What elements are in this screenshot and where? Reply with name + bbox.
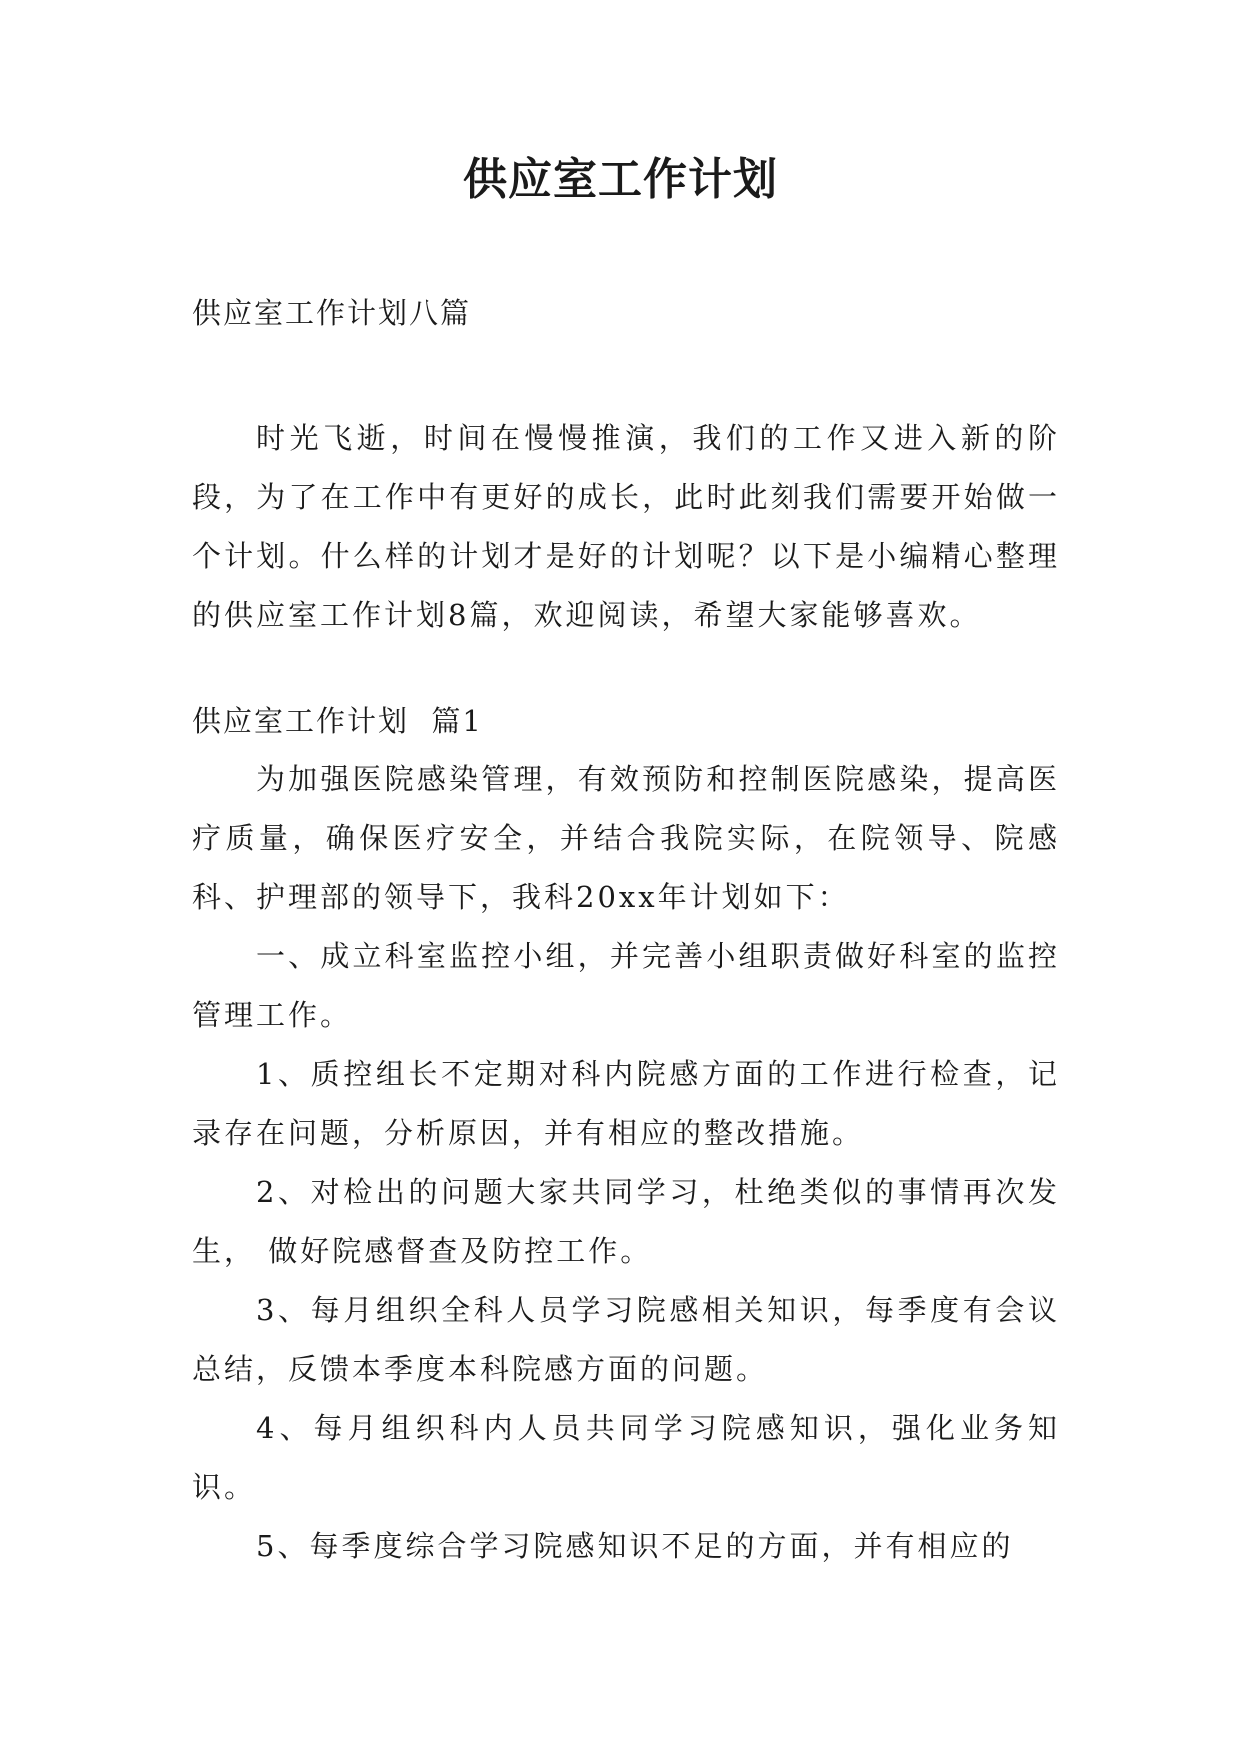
section-body: [192, 750, 1060, 1576]
body-paragraph: 1、质控组长不定期对科内院感方面的工作进行检查，记录存在问题，分析原因，并有相应的整改措施。: [192, 1057, 1060, 1150]
document-title: 供应室工作计划: [463, 154, 778, 205]
intro-paragraph: 时光飞逝，时间在慢慢推演，我们的工作又进入新的阶段，为了在工作中有更好的成长，此时此刻我们需要开始做一个计划。什么样的计划才是好的计划呢？以下是小编精心整理的供应室工作计划8篇，欢迎阅读，希望大家能够喜欢。: [192, 421, 1060, 632]
body-paragraph: 3、每月组织全科人员学习院感相关知识，每季度有会议总结，反馈本季度本科院感方面的问题。: [192, 1293, 1060, 1386]
section-heading: 供应室工作计划 篇1: [192, 704, 483, 738]
body-paragraph: 为加强医院感染管理，有效预防和控制医院感染，提高医疗质量，确保医疗安全，并结合我院实际，在院领导、院感科、护理部的领导下，我科20xx年计划如下：: [192, 762, 1060, 914]
body-paragraph: 4、每月组织科内人员共同学习院感知识，强化业务知识。: [192, 1411, 1060, 1504]
body-paragraph: 2、对检出的问题大家共同学习，杜绝类似的事情再次发生， 做好院感督查及防控工作。: [192, 1175, 1060, 1268]
body-paragraph: 一、成立科室监控小组，并完善小组职责做好科室的监控管理工作。: [192, 939, 1060, 1032]
body-paragraph: 5、每季度综合学习院感知识不足的方面，并有相应的: [256, 1529, 1014, 1563]
document-subtitle: 供应室工作计划八篇: [192, 296, 472, 330]
